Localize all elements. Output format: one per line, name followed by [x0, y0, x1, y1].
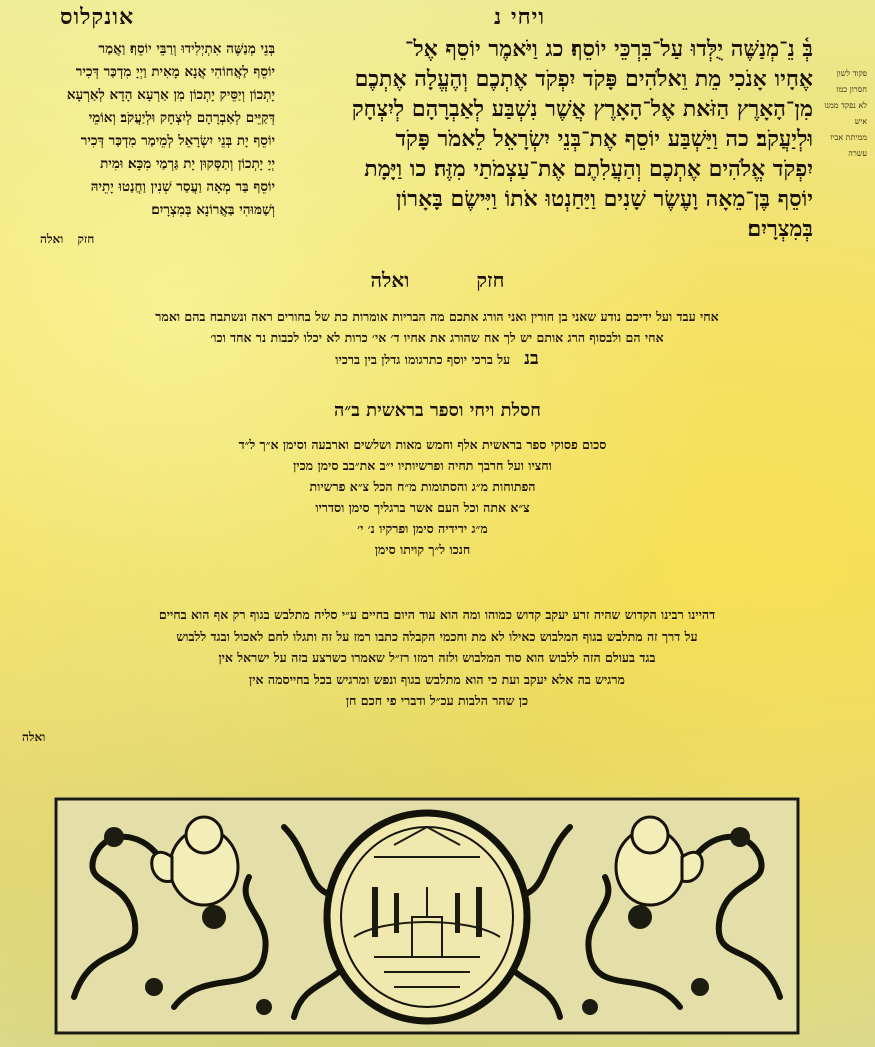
rashi-notes [27, 306, 847, 370]
onkelos-line: יָתְכוֹן וְיַסֵּיק יָתְכוֹן מִן אַרְעָא הָדָא לְאַרְעָא [66, 87, 275, 103]
margin-note: לא נפקד ממנו [824, 101, 867, 110]
onkelos-line: יוֹסֵף לַאֲחוֹהִי אֲנָא מָאִית וַיְיָ מִדְכַּר דְּכִיר [75, 64, 275, 80]
rashi-line [27, 348, 847, 370]
onkelos-column [20, 38, 275, 222]
torah-line: בְּמִצְרָיִם׃ [747, 216, 813, 242]
parasha-header: ויחי נ [494, 4, 545, 30]
chazak-heading: חזק ואלה [370, 268, 505, 292]
commentary-line: על דרך זה מתלבש בגוף המלבוש כאילו לא מת וחכמי הקבלה כתבו רמז על זה ותגלו לחם לאכול ובגד ללבוש [176, 628, 698, 644]
torah-line: בְּ֫ נֵ־מְנַשֶּׁה יֻלְּדוּ עַל־בִּרְכֵּי יוֹסֵף׃ כג וַיֹּאמֶר יוֹסֵף אֶל־ [404, 36, 813, 62]
summary-line: צ״א אתה וכל העם אשר ברגליך סימן וסדריו [315, 500, 530, 515]
rashi-dibur: בנ [524, 348, 539, 369]
catchword: ואלה [22, 730, 46, 744]
summary-line: חנכו ל״ך קויתו סימן [374, 542, 471, 557]
torah-line: יוֹסֵף בֶּן־מֵאָה וָעֶשֶׂר שָׁנִים וַיַּחַנְטוּ אֹתוֹ וַיִּישֶׂם בָּאָרוֹן [396, 186, 813, 212]
onkelos-line: יוֹסֵף בַּר מְאָה וַעֲסַר שְׁנִין וַחֲנַטוּ יָתֵיהּ [90, 179, 275, 195]
summary-line: וחציו ועל חרבך תחיה ופרשיותיו י״ב את״בב סימן מכין [293, 458, 552, 473]
commentary-paragraph [17, 604, 857, 712]
summary-line: מ״ג ידידיה סימן ופרקיו נ׳ י׳ [357, 521, 488, 536]
woodcut-ornament [54, 797, 800, 1035]
rashi-line: אחי עבד ועל ידיכם נודע שאני בן חורין ואני הורג אתכם מה הבריות אומרות כת של בחורים ראה ונשתבח בהם ואמר [155, 309, 719, 324]
margin-note: חסרון כמו [836, 85, 867, 94]
commentary-line: כן שהר הלבות עכ״ל ודברי פי חכם חן [345, 693, 529, 708]
onkelos-line: בְּנֵי מְנַשֶּׁה אִתְיְלִידוּ וְרַבֵּי יוֹסֵף׃ וַאֲמַר [98, 41, 275, 57]
torah-line: אֶחָיו אָנֹכִי מֵת וֵאלֹהִים פָּקֹד יִפְקֹד אֶתְכֶם וְהֶעֱלָה אֶתְכֶם [354, 66, 813, 92]
margin-note: איש [854, 117, 867, 126]
commentary-line: בגד בעולם הזה ללבוש הוא סוד המלבוש ולזה רמזו רז״ל שאמרו כשרצע בזה על ישראל אין [218, 650, 656, 665]
onkelos-line: וְשַׁמּוּהִי בַּאֲרוֹנָא בְּמִצְרָיִם׃ [151, 202, 275, 218]
ornament-illustration [54, 797, 800, 1035]
onkelos-footer: חזק ואלה [40, 232, 95, 246]
torah-line: יִפְקֹד אֱלֹהִים אֶתְכֶם וְהַעֲלִתֶם אֶת־עַצְמֹתַי מִזֶּה׃ כו וַיָּמָת [364, 156, 813, 182]
margin-note: ממיתת אביו [830, 133, 867, 142]
margin-note: עשרה [848, 149, 867, 158]
onkelos-line: יוֹסֵף יָת בְּנֵי יִשְׂרָאֵל לְמֵימַר מִדְכַּר דְּכִיר [80, 133, 275, 149]
masoretic-summary [120, 434, 725, 560]
torah-line: מִן־הָאָרֶץ הַזֹּאת אֶל־הָאָרֶץ אֲשֶׁר נִשְׁבַּע לְאַבְרָהָם לְיִצְחָק [351, 96, 813, 122]
commentary-line: דהיינו רבינו הקדוש שהיה זרע יעקב קדוש כמוהו ומה הוא עוד היום בחיים ע״י סליה מתלבש בגוף רק אף הוא בחיים [158, 607, 716, 622]
summary-title: חסלת ויחי וספר בראשית ב״ה [334, 400, 541, 421]
torah-line: וּלְיַעֲקֹב׃ כה וַיַּשְׁבַּע יוֹסֵף אֶת־בְּנֵי יִשְׂרָאֵל לֵאמֹר פָּקֹד [395, 126, 813, 152]
onkelos-line: יְיָ יָתְכוֹן וְתַסְּקוּן יָת גַּרְמַי מִכָּא׃ וּמִית [100, 156, 275, 172]
commentary-line: מרגיש בה אלא יעקב ועת כי הוא מתלבש בגוף ונפש ומרגיש בכל בחייסמה אין [249, 671, 625, 687]
summary-line: הפתוחות מ״ג והסתומות מ״ח הכל צ״א פרשיות [309, 479, 536, 494]
summary-line: סכום פסוקי ספר בראשית אלף וחמש מאות ושלשים וארבעה וסימן א״ך ל״ד [238, 437, 607, 452]
rashi-line-text: על ברכי יוסף כתרגומו גדלן בין ברכיו [335, 352, 511, 367]
torah-text-column [273, 34, 853, 244]
onkelos-line: דְּקַיֵּים לְאַבְרָהָם לְיִצְחָק וּלְיַעֲקֹב׃ וְאוֹמֵי [88, 110, 275, 126]
margin-note: פקוד לשון [836, 69, 867, 78]
rashi-line: אחי הם ולבסוף הרג אותם יש לך אח שהורג את אחיו ד׳ אי׳ כרות לא יכלו לכבות נר אחד וכו׳ [210, 330, 664, 345]
onkelos-header: אונקלוס [60, 4, 135, 30]
